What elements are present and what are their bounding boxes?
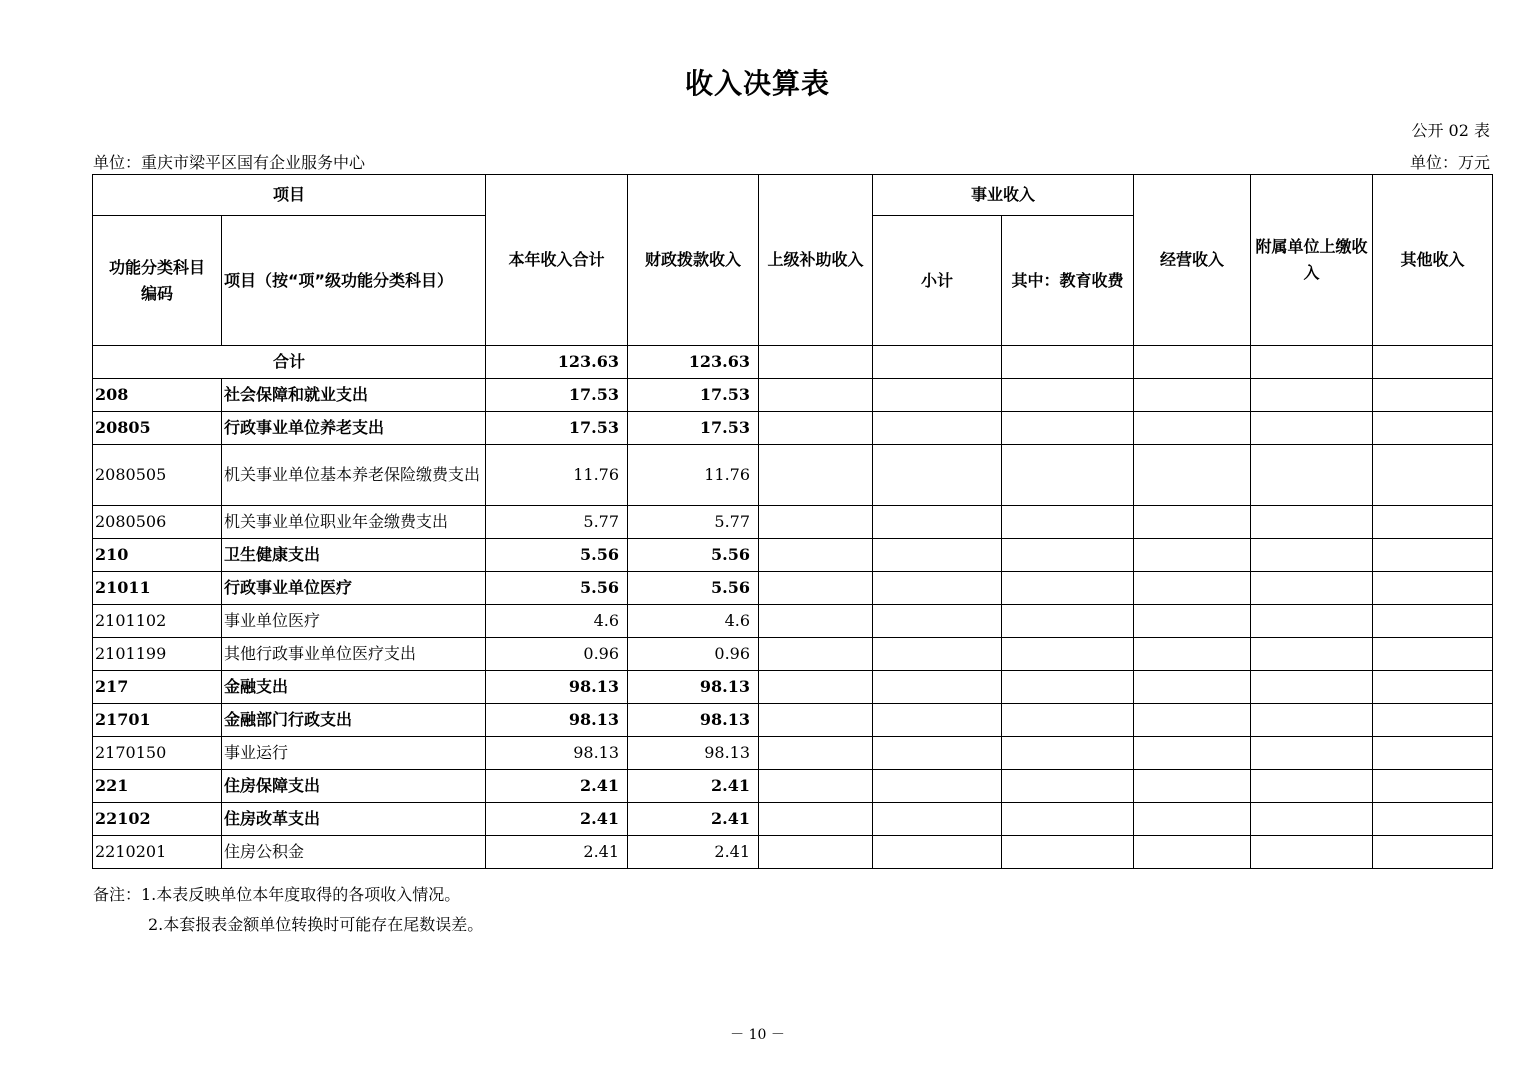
row-total-income: 5.77 xyxy=(486,506,628,539)
empty-cell xyxy=(1251,770,1373,803)
header-total-income: 本年收入合计 xyxy=(486,175,628,346)
row-code: 2170150 xyxy=(93,737,222,770)
empty-cell xyxy=(1251,506,1373,539)
note-line-1: 备注：1.本表反映单位本年度取得的各项收入情况。 xyxy=(93,885,461,904)
empty-cell xyxy=(873,572,1002,605)
row-code: 2101199 xyxy=(93,638,222,671)
header-other: 其他收入 xyxy=(1373,175,1493,346)
table-row xyxy=(93,572,1493,605)
empty-cell xyxy=(1002,803,1134,836)
row-code: 221 xyxy=(93,770,222,803)
empty-cell xyxy=(873,638,1002,671)
empty-cell xyxy=(1251,539,1373,572)
empty-cell xyxy=(1134,836,1251,869)
row-total-income: 4.6 xyxy=(486,605,628,638)
table-row xyxy=(93,445,1493,506)
empty-cell xyxy=(873,379,1002,412)
header-func-code: 功能分类科目编码 xyxy=(93,216,222,346)
header-education-fee: 其中：教育收费 xyxy=(1002,216,1134,346)
empty-cell xyxy=(873,803,1002,836)
header-subtotal: 小计 xyxy=(873,216,1002,346)
header-fiscal: 财政拨款收入 xyxy=(628,175,759,346)
empty-cell xyxy=(1373,605,1493,638)
table-row xyxy=(93,737,1493,770)
row-name: 金融支出 xyxy=(222,671,486,704)
empty-cell xyxy=(1134,539,1251,572)
empty-cell xyxy=(1373,704,1493,737)
table-row xyxy=(93,803,1493,836)
empty-cell xyxy=(873,836,1002,869)
empty-cell xyxy=(1373,379,1493,412)
empty-cell xyxy=(1002,638,1134,671)
row-total-income: 2.41 xyxy=(486,770,628,803)
empty-cell xyxy=(1002,506,1134,539)
empty-cell xyxy=(1134,379,1251,412)
empty-cell xyxy=(1373,412,1493,445)
row-total-income: 0.96 xyxy=(486,638,628,671)
row-total-income: 11.76 xyxy=(486,445,628,506)
empty-cell xyxy=(1373,803,1493,836)
empty-cell xyxy=(1002,605,1134,638)
row-fiscal: 98.13 xyxy=(628,671,759,704)
empty-cell xyxy=(1373,836,1493,869)
empty-cell xyxy=(1251,836,1373,869)
row-total-income: 98.13 xyxy=(486,704,628,737)
row-fiscal: 2.41 xyxy=(628,770,759,803)
empty-cell xyxy=(1373,445,1493,506)
empty-cell xyxy=(1251,379,1373,412)
table-row xyxy=(93,638,1493,671)
row-fiscal: 17.53 xyxy=(628,379,759,412)
row-fiscal: 5.77 xyxy=(628,506,759,539)
empty-cell xyxy=(873,605,1002,638)
empty-cell xyxy=(759,671,873,704)
empty-cell xyxy=(1134,770,1251,803)
row-total-income: 98.13 xyxy=(486,671,628,704)
empty-cell xyxy=(873,671,1002,704)
row-name: 其他行政事业单位医疗支出 xyxy=(222,638,486,671)
note-line-2: 2.本套报表金额单位转换时可能存在尾数误差。 xyxy=(148,915,484,934)
unit-label: 单位：万元 xyxy=(1409,153,1490,172)
empty-cell xyxy=(873,539,1002,572)
empty-cell xyxy=(1134,445,1251,506)
empty-cell xyxy=(1373,638,1493,671)
row-total-income: 5.56 xyxy=(486,572,628,605)
table-row xyxy=(93,539,1493,572)
empty-cell xyxy=(1373,671,1493,704)
empty-cell xyxy=(1002,770,1134,803)
page-number: － 10 － xyxy=(730,1027,785,1043)
empty-cell xyxy=(759,412,873,445)
row-name: 事业运行 xyxy=(222,737,486,770)
empty-cell xyxy=(1134,506,1251,539)
empty-cell xyxy=(1002,737,1134,770)
empty-cell xyxy=(1134,605,1251,638)
empty-cell xyxy=(1373,770,1493,803)
empty-cell xyxy=(759,704,873,737)
row-fiscal: 2.41 xyxy=(628,836,759,869)
row-total-income: 17.53 xyxy=(486,379,628,412)
row-name: 住房保障支出 xyxy=(222,770,486,803)
empty-cell xyxy=(1373,737,1493,770)
table-row xyxy=(93,605,1493,638)
total-row xyxy=(93,346,1493,379)
row-fiscal: 11.76 xyxy=(628,445,759,506)
empty-cell xyxy=(759,572,873,605)
table-row xyxy=(93,671,1493,704)
row-fiscal: 2.41 xyxy=(628,803,759,836)
total-label: 合计 xyxy=(93,346,486,379)
row-code: 21701 xyxy=(93,704,222,737)
empty-cell xyxy=(759,539,873,572)
empty-cell xyxy=(1251,704,1373,737)
row-total-income: 5.56 xyxy=(486,539,628,572)
total-fiscal-value: 123.63 xyxy=(628,346,759,379)
row-code: 2080506 xyxy=(93,506,222,539)
row-fiscal: 17.53 xyxy=(628,412,759,445)
empty-cell xyxy=(1373,539,1493,572)
row-code: 20805 xyxy=(93,412,222,445)
header-item-name: 项目（按“项”级功能分类科目） xyxy=(222,216,486,346)
row-code: 2080505 xyxy=(93,445,222,506)
empty-cell xyxy=(1134,704,1251,737)
empty-cell xyxy=(873,506,1002,539)
row-code: 22102 xyxy=(93,803,222,836)
header-project: 项目 xyxy=(93,175,486,216)
empty-cell xyxy=(1134,412,1251,445)
table-row xyxy=(93,836,1493,869)
empty-cell xyxy=(873,737,1002,770)
empty-cell xyxy=(1251,803,1373,836)
table-row xyxy=(93,506,1493,539)
empty-cell xyxy=(1251,671,1373,704)
row-total-income: 2.41 xyxy=(486,836,628,869)
empty-cell xyxy=(1251,605,1373,638)
row-name: 住房改革支出 xyxy=(222,803,486,836)
row-code: 217 xyxy=(93,671,222,704)
empty-cell xyxy=(1134,572,1251,605)
row-name: 机关事业单位职业年金缴费支出 xyxy=(222,506,486,539)
row-fiscal: 4.6 xyxy=(628,605,759,638)
empty-cell xyxy=(759,770,873,803)
table-row xyxy=(93,770,1493,803)
row-total-income: 98.13 xyxy=(486,737,628,770)
total-income-value: 123.63 xyxy=(486,346,628,379)
empty-cell xyxy=(1134,671,1251,704)
empty-cell xyxy=(1002,412,1134,445)
empty-cell xyxy=(1134,803,1251,836)
table-row xyxy=(93,704,1493,737)
empty-cell xyxy=(1134,638,1251,671)
row-code: 208 xyxy=(93,379,222,412)
row-name: 卫生健康支出 xyxy=(222,539,486,572)
row-name: 事业单位医疗 xyxy=(222,605,486,638)
empty-cell xyxy=(759,836,873,869)
row-name: 住房公积金 xyxy=(222,836,486,869)
row-name: 金融部门行政支出 xyxy=(222,704,486,737)
income-table xyxy=(92,174,1493,869)
empty-cell xyxy=(1251,445,1373,506)
empty-cell xyxy=(1002,572,1134,605)
row-fiscal: 98.13 xyxy=(628,737,759,770)
empty-cell xyxy=(759,445,873,506)
empty-cell xyxy=(1002,539,1134,572)
empty-cell xyxy=(1251,572,1373,605)
empty-cell xyxy=(873,704,1002,737)
row-name: 行政事业单位医疗 xyxy=(222,572,486,605)
empty-cell xyxy=(1373,572,1493,605)
empty-cell xyxy=(1251,412,1373,445)
row-fiscal: 5.56 xyxy=(628,539,759,572)
header-superior: 上级补助收入 xyxy=(759,175,873,346)
empty-cell xyxy=(759,379,873,412)
empty-cell xyxy=(759,737,873,770)
empty-cell xyxy=(1251,737,1373,770)
header-affiliated: 附属单位上缴收入 xyxy=(1251,175,1373,346)
organization-label: 单位：重庆市梁平区国有企业服务中心 xyxy=(93,153,366,172)
empty-cell xyxy=(1002,445,1134,506)
empty-cell xyxy=(1373,506,1493,539)
row-name: 行政事业单位养老支出 xyxy=(222,412,486,445)
empty-cell xyxy=(1002,671,1134,704)
row-total-income: 17.53 xyxy=(486,412,628,445)
form-number: 公开 02 表 xyxy=(1411,121,1490,140)
header-business-income: 事业收入 xyxy=(873,175,1134,216)
empty-cell xyxy=(873,770,1002,803)
row-fiscal: 0.96 xyxy=(628,638,759,671)
row-total-income: 2.41 xyxy=(486,803,628,836)
row-code: 210 xyxy=(93,539,222,572)
row-code: 2101102 xyxy=(93,605,222,638)
notes xyxy=(93,880,483,940)
row-code: 21011 xyxy=(93,572,222,605)
empty-cell xyxy=(1134,737,1251,770)
header-operating: 经营收入 xyxy=(1134,175,1251,346)
empty-cell xyxy=(1002,379,1134,412)
row-name: 机关事业单位基本养老保险缴费支出 xyxy=(222,445,486,506)
empty-cell xyxy=(759,605,873,638)
table-row xyxy=(93,379,1493,412)
row-name: 社会保障和就业支出 xyxy=(222,379,486,412)
empty-cell xyxy=(1002,704,1134,737)
row-code: 2210201 xyxy=(93,836,222,869)
empty-cell xyxy=(873,412,1002,445)
empty-cell xyxy=(759,638,873,671)
row-fiscal: 98.13 xyxy=(628,704,759,737)
empty-cell xyxy=(759,506,873,539)
empty-cell xyxy=(759,803,873,836)
empty-cell xyxy=(1002,836,1134,869)
empty-cell xyxy=(1251,638,1373,671)
empty-cell xyxy=(873,445,1002,506)
page-title: 收入决算表 xyxy=(684,67,830,100)
table-row xyxy=(93,412,1493,445)
row-fiscal: 5.56 xyxy=(628,572,759,605)
